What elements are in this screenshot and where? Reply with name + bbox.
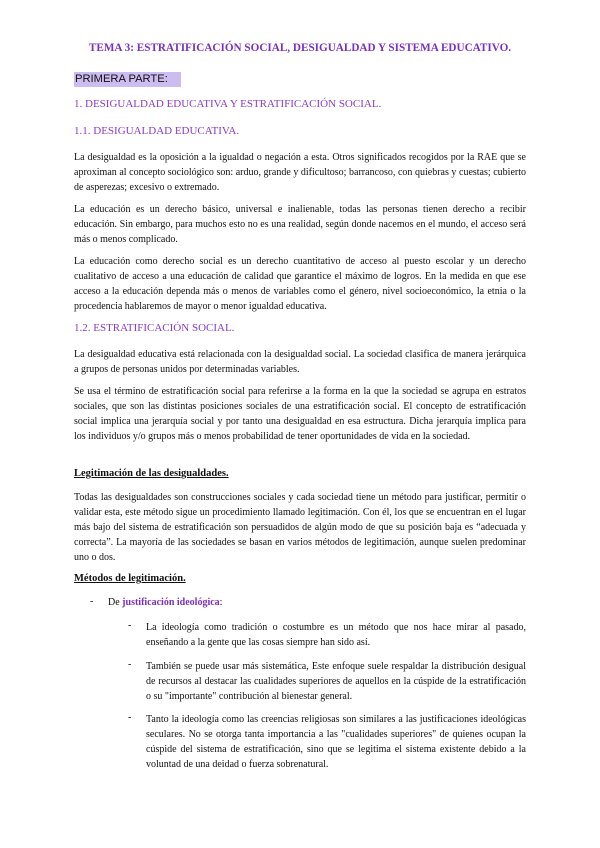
paragraph-desigualdad: La desigualdad es la oposición a la igualdad o negación a esta. Otros significados recogidos por la RAE que se aproximan al concepto sociológico son: arduo, grande y dificultoso; barrancoso, con quiebras y cuestas; cubierto de asperezas; excesivo o extremado. [74, 152, 526, 193]
list-item-suffix: : [219, 597, 223, 608]
bullet-item-sistematica: También se puede usar más sistemática, Este enfoque suele respaldar la distribución desigual de recursos al destacar las cualidades superiores de aquellos en la cúspide de la estratificación o su "importante" contribución al bienestar general. [146, 661, 526, 702]
section-heading-1: 1. DESIGUALDAD EDUCATIVA Y ESTRATIFICACIÓN SOCIAL. [74, 98, 382, 110]
paragraph-estratificacion: Se usa el término de estratificación social para referirse a la forma en la que la sociedad se agrupa en estratos sociales, que son las distintas posiciones sociales de una estratificación social. El concepto de estratificación social implica una jerarquía social y por tanto una desigualdad en esa estructura. Dicha jerarquía implica para los individuos y/o grupos más o menos probabilidad de tener oportunidades de vida en la sociedad. [74, 386, 526, 442]
bullet-item-tradicion: La ideología como tradición o costumbre es un método que nos hace mirar al pasado, enseñando a la gente que las cosas siempre han sido así. [146, 622, 526, 648]
list-item-highlight: justificación ideológica [122, 597, 220, 608]
paragraph-educacion-derecho: La educación es un derecho básico, universal e inalienable, todas las personas tienen derecho a recibir educación. Sin embargo, para muchos esto no es una realidad, según donde nacemos en el mundo, el acceso será más o menos complicado. [74, 204, 526, 245]
part-label: PRIMERA PARTE: [74, 72, 181, 87]
document-title: TEMA 3: ESTRATIFICACIÓN SOCIAL, DESIGUALDAD Y SISTEMA EDUCATIVO. [88, 42, 512, 54]
list-dash: - [90, 596, 94, 607]
section-heading-1-2: 1.2. ESTRATIFICACIÓN SOCIAL. [74, 322, 235, 334]
subheading-metodos: Métodos de legitimación. [74, 573, 186, 584]
paragraph-desigualdad-educativa: La desigualdad educativa está relacionada con la desigualdad social. La sociedad clasifica de manera jerárquica a grupos de personas unidos por determinadas variables. [74, 349, 526, 375]
section-heading-1-1: 1.1. DESIGUALDAD EDUCATIVA. [74, 125, 240, 137]
bullet-marker: - [128, 659, 132, 670]
bullet-marker: - [128, 620, 132, 631]
bullet-item-religiosas: Tanto la ideología como las creencias religiosas son similares a las justificaciones ideológicas seculares. No se otorga tanta importancia a las "cualidades superiores" de quienes ocupan la cúspide del sistema de estratificación, sino que se legitima el sistema existente debido a la voluntad de una deidad o fuerza sobrenatural. [146, 714, 526, 770]
list-item-justificacion [108, 596, 222, 610]
subheading-legitimacion: Legitimación de las desigualdades. [74, 468, 229, 479]
bullet-marker: - [128, 712, 132, 723]
paragraph-legitimacion: Todas las desigualdades son construcciones sociales y cada sociedad tiene un método para justificar, permitir o validar esta, este método sigue un procedimiento llamado legitimación. Con él, los que se encuentran en el lugar más bajo del sistema de estratificación son persuadidos de algún modo de que su posición baja es “adecuada y correcta”. La mayoría de las sociedades se basan en varios métodos de legitimación, aunque suelen predominar uno o dos. [74, 492, 526, 563]
paragraph-derecho-social: La educación como derecho social es un derecho cuantitativo de acceso al puesto escolar y un derecho cualitativo de acceso a una educación de calidad que garantice el máximo de logros. En la medida en que ese acceso a la educación dependa más o menos de variables como el género, nivel socioeconómico, la etnia o la procedencia hablaremos de mayor o menor igualdad educativa. [74, 256, 526, 312]
list-item-prefix: De [108, 597, 123, 608]
